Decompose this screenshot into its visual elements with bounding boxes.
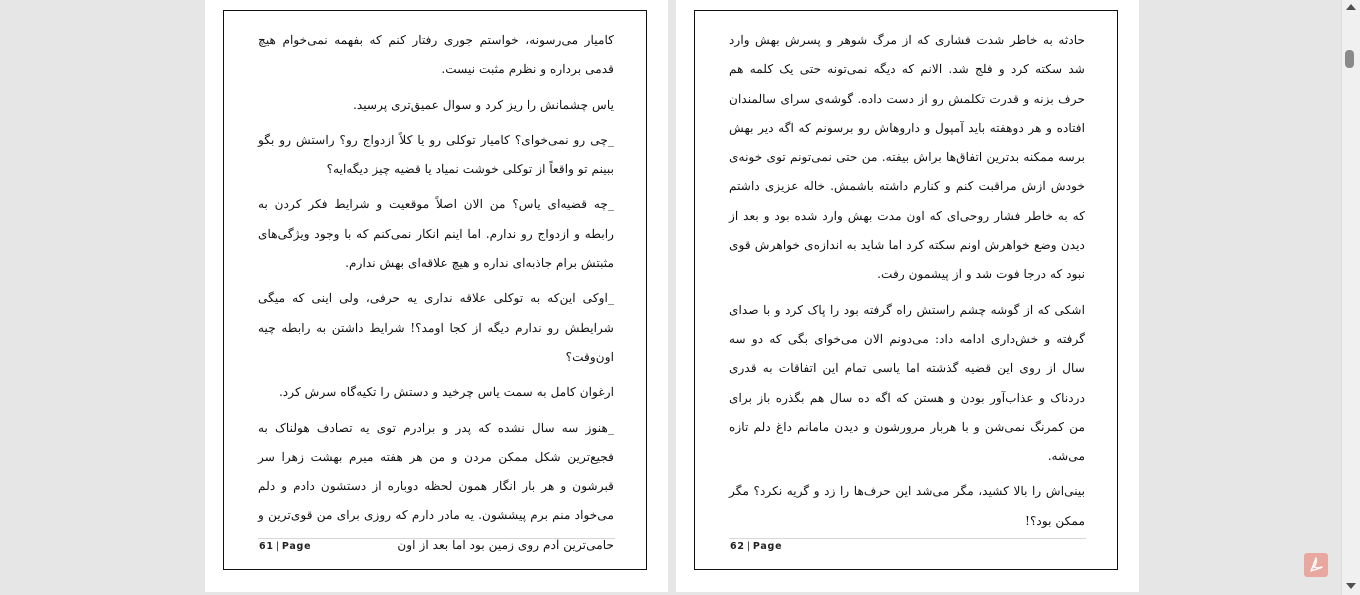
triangle-down-icon[interactable] [1346, 583, 1356, 589]
page-number [259, 541, 311, 552]
page-number-separator: | [275, 541, 280, 552]
paragraph: ارغوان کامل به سمت یاس چرخید و دستش را تکیه‌گاه سرش کرد. [278, 385, 614, 400]
paragraph: یاس چشمانش را ریز کرد و سوال عمیق‌تری پرسید. [352, 97, 614, 112]
adobe-pdf-glyph [1307, 556, 1325, 574]
triangle-up-icon[interactable] [1346, 4, 1356, 10]
paragraph: _چی رو نمی‌خوای؟ کامیار توکلی رو یا کلاً ازدواج رو؟ راستش رو بگو ببینم تو واقعاً از توکلی خوشت نمیاد یا قضیه چیز دیگه‌ایه؟ [258, 132, 614, 177]
page-number [730, 541, 782, 552]
page-body [258, 26, 614, 566]
paragraph: بینی‌اش را بالا کشید، مگر می‌شد این حرف‌ها را زد و گریه نکرد؟ مگر ممکن بود؟! [729, 484, 1085, 528]
paragraph: حادثه به خاطر شدت فشاری که از مرگ شوهر و پسرش بهش وارد شد سکته کرد و فلج شد. الانم که دیگه نمی‌تونه حتی یک کلمه هم حرف بزنه و قدرت تکلمش رو از دست داده. گوشه‌ی سرای سالمندان افتاده و هر دوهفته باید آمپول و داروهاش رو برسونم که اگه دیر بهش برسه ممکنه بدترین اتفاق‌ها براش بیفته. من حتی نمی‌تونم توی خونه‌ی خودش ازش مراقبت کنم و کنارم داشته باشمش. خاله عزیزی داشتم که به خاطر فشار روحی‌ای که اون مدت بهش وارد شده بود و بعد از دیدن وضع خواهرش اونم سکته کرد اما شاید به اندازه‌ی خواهرش قوی نبود که درجا فوت شد و از پیشمون رفت. [729, 33, 1085, 282]
paragraph: _اوکی این‌که به توکلی علاقه نداری یه حرفی، ولی اینی که میگی شرایطش رو ندارم دیگه از کجا اومد؟! شرایط داشتن به رابطه چیه اون‌وقت؟ [258, 291, 614, 364]
page-number-value: 61 [259, 541, 274, 552]
footer-divider [729, 538, 1086, 539]
page-number-word: Page [281, 541, 312, 552]
page-number-word: Page [752, 541, 783, 552]
page-61 [205, 0, 668, 592]
paragraph: کامیار می‌رسونه، خواستم جوری رفتار کنم که بفهمه نمی‌خوام هیچ قدمی برداره و نظرم مثبت نیست. [258, 33, 614, 77]
page-number-value: 62 [730, 541, 745, 552]
page-number-separator: | [746, 541, 751, 552]
scrollbar-thumb[interactable] [1345, 50, 1354, 68]
page-62 [676, 0, 1139, 592]
paragraph: _هنوز سه سال نشده که پدر و برادرم توی یه تصادف هولناک به فجیع‌ترین شکل ممکن مردن و من هر هفته میرم بهشت زهرا سر قبرشون و هر بار انگار همون لحظه دوباره از دستشون دادم و دلم می‌خواد منم برم پیششون. یه مادر دارم که روزی برای من قوی‌ترین و حامی‌ترین آدم روی زمین بود اما بعد از اون [258, 420, 614, 552]
vertical-scrollbar[interactable] [1341, 0, 1360, 595]
page-body [729, 26, 1085, 542]
paragraph: _چه قضیه‌ای یاس؟ من الان اصلاً موقعیت و شرایط فکر کردن به رابطه و ازدواج رو ندارم. اما اینم انکار نمی‌کنم که با وجود ویژگی‌های مثبتش برام جاذبه‌ای نداره و هیچ علاقه‌ای بهش ندارم. [258, 197, 614, 271]
footer-divider [258, 538, 615, 539]
adobe-pdf-icon[interactable] [1304, 553, 1328, 577]
paragraph: اشکی که از گوشه چشم راستش راه گرفته بود را پاک کرد و با صدای گرفته و خش‌داری ادامه داد: می‌دونم الان می‌خوای بگی که دو سه سال از روی این قضیه گذشته اما یاسی تمام این اتفاقات به قدری دردناک و عذاب‌آور بودن و هستن که اگه ده سال هم بگذره باز برای من کمرنگ نمی‌شن و با هربار مرورشون و دیدن مامانم داغ دلم تازه می‌شه. [729, 302, 1085, 464]
